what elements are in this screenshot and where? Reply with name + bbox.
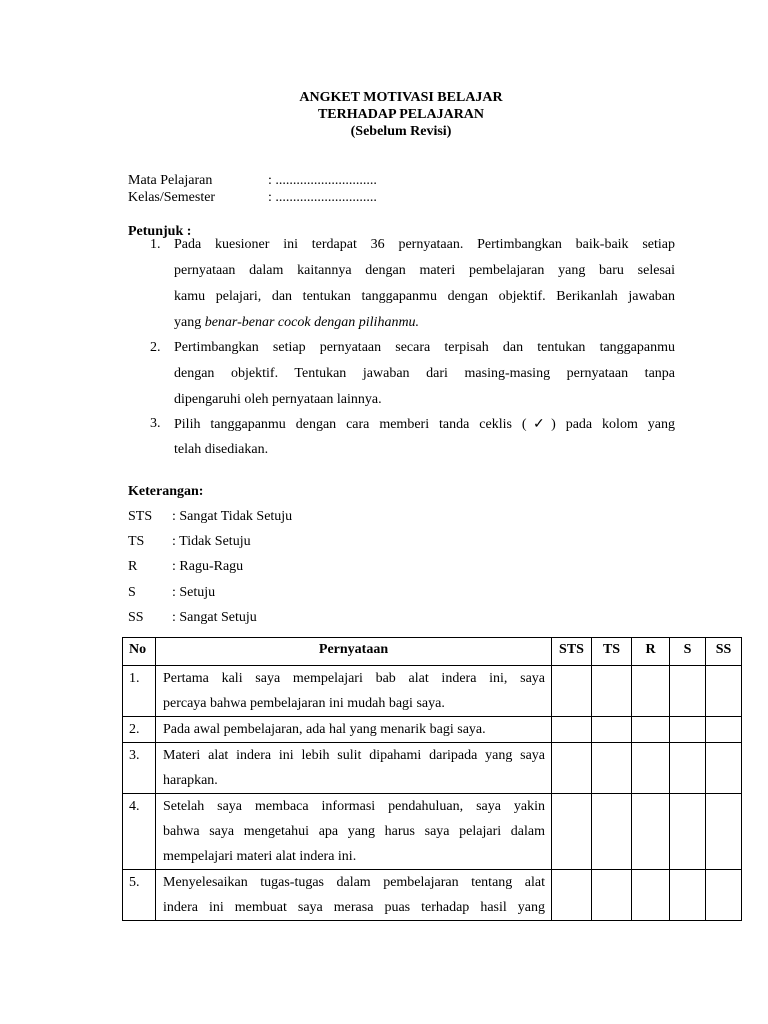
instruction-emphasis: benar-benar cocok dengan pilihanmu. xyxy=(204,315,420,330)
answer-cell-ss[interactable] xyxy=(706,717,742,743)
answer-cell-s[interactable] xyxy=(670,717,706,743)
row-number: 3. xyxy=(123,743,156,794)
statement-line: mempelajari materi alat indera ini. xyxy=(163,849,357,864)
field-label: Kelas/Semester xyxy=(128,190,216,205)
legend-desc: : Sangat Tidak Setuju xyxy=(172,509,293,524)
row-statement xyxy=(156,870,552,921)
answer-cell-sts[interactable] xyxy=(552,666,592,717)
instruction-line: Pada kuesioner ini terdapat 36 pernyataan. Pertimbangkan baik-baik setiap xyxy=(174,237,675,252)
answer-cell-s[interactable] xyxy=(670,743,706,794)
statement-line: Materi alat indera ini lebih sulit dipahami daripada yang saya xyxy=(163,748,545,763)
instruction-number: 2. xyxy=(150,340,161,355)
answer-cell-r[interactable] xyxy=(632,794,670,870)
statement-line: Pertama kali saya mempelajari bab alat indera ini, saya xyxy=(163,671,545,686)
legend-desc: : Setuju xyxy=(172,585,216,600)
statement-line: Setelah saya membaca informasi pendahuluan, saya yakin xyxy=(163,799,545,814)
table-row xyxy=(123,870,742,921)
legend-item-ts xyxy=(128,533,251,550)
answer-cell-s[interactable] xyxy=(670,794,706,870)
field-value: : ............................. xyxy=(268,190,377,205)
table-row xyxy=(123,794,742,870)
answer-cell-ss[interactable] xyxy=(706,870,742,921)
instruction-line: dipengaruhi oleh pernyataan lainnya. xyxy=(174,392,382,407)
table-header-row xyxy=(123,638,742,666)
table-row xyxy=(123,743,742,794)
answer-cell-ss[interactable] xyxy=(706,743,742,794)
statement-line: Pada awal pembelajaran, ada hal yang menarik bagi saya. xyxy=(163,722,486,737)
legend-item-s xyxy=(128,584,215,601)
field-mata-pelajaran xyxy=(128,172,377,189)
legend-abbr: STS xyxy=(128,509,153,524)
instruction-line: pernyataan dalam kaitannya dengan materi pembelajaran yang baru selesai xyxy=(174,263,675,278)
header-ss: SS xyxy=(706,638,742,666)
header-pernyataan: Pernyataan xyxy=(156,638,552,666)
statement-line: percaya bahwa pembelajaran ini mudah bagi saya. xyxy=(163,696,445,711)
keterangan-heading: Keterangan: xyxy=(128,484,204,499)
answer-cell-sts[interactable] xyxy=(552,794,592,870)
header-ts: TS xyxy=(592,638,632,666)
legend-item-r xyxy=(128,558,243,575)
answer-cell-s[interactable] xyxy=(670,666,706,717)
row-number: 5. xyxy=(123,870,156,921)
answer-cell-r[interactable] xyxy=(632,717,670,743)
field-kelas-semester xyxy=(128,189,377,206)
instruction-line: Pilih tanggapanmu dengan cara memberi tanda ceklis (✓) pada kolom yang xyxy=(174,417,675,432)
answer-cell-r[interactable] xyxy=(632,870,670,921)
answer-cell-ts[interactable] xyxy=(592,794,632,870)
legend-desc: : Tidak Setuju xyxy=(172,534,251,549)
instruction-line: dengan objektif. Tentukan jawaban dari masing-masing pernyataan tanpa xyxy=(174,366,675,381)
instruction-line: yang benar-benar cocok dengan pilihanmu. xyxy=(174,315,420,330)
instruction-line: Pertimbangkan setiap pernyataan secara terpisah dan tentukan tanggapanmu xyxy=(174,340,675,355)
field-label: Mata Pelajaran xyxy=(128,173,213,188)
legend-desc: : Ragu-Ragu xyxy=(172,559,244,574)
document-subtitle: (Sebelum Revisi) xyxy=(350,124,452,139)
header-r: R xyxy=(632,638,670,666)
legend-abbr: SS xyxy=(128,610,144,625)
document-title-line-2: TERHADAP PELAJARAN xyxy=(317,107,485,122)
row-number: 4. xyxy=(123,794,156,870)
field-value: : ............................. xyxy=(268,173,377,188)
header-sts: STS xyxy=(552,638,592,666)
statement-line: indera ini membuat saya merasa puas terhadap hasil yang xyxy=(163,900,545,915)
table-row xyxy=(123,666,742,717)
table-row xyxy=(123,717,742,743)
row-statement xyxy=(156,743,552,794)
instruction-line: kamu pelajari, dan tentukan tanggapanmu dengan objektif. Berikanlah jawaban xyxy=(174,289,675,304)
answer-cell-r[interactable] xyxy=(632,743,670,794)
header-no: No xyxy=(123,638,156,666)
answer-cell-ts[interactable] xyxy=(592,717,632,743)
answer-cell-s[interactable] xyxy=(670,870,706,921)
instruction-number: 3. xyxy=(150,416,161,431)
statement-line: harapkan. xyxy=(163,773,218,788)
answer-cell-ss[interactable] xyxy=(706,794,742,870)
legend-abbr: R xyxy=(128,559,138,574)
answer-cell-r[interactable] xyxy=(632,666,670,717)
answer-cell-sts[interactable] xyxy=(552,870,592,921)
row-number: 2. xyxy=(123,717,156,743)
legend-desc: : Sangat Setuju xyxy=(172,610,257,625)
legend-abbr: TS xyxy=(128,534,145,549)
row-number: 1. xyxy=(123,666,156,717)
answer-cell-ts[interactable] xyxy=(592,870,632,921)
row-statement xyxy=(156,794,552,870)
statement-line: Menyelesaikan tugas-tugas dalam pembelajaran tentang alat xyxy=(163,875,545,890)
questionnaire-table xyxy=(122,637,742,921)
instruction-number: 1. xyxy=(150,237,161,252)
answer-cell-sts[interactable] xyxy=(552,743,592,794)
legend-abbr: S xyxy=(128,585,136,600)
row-statement xyxy=(156,717,552,743)
document-title-line-1: ANGKET MOTIVASI BELAJAR xyxy=(299,90,503,105)
instruction-line: telah disediakan. xyxy=(174,442,269,457)
answer-cell-ss[interactable] xyxy=(706,666,742,717)
answer-cell-sts[interactable] xyxy=(552,717,592,743)
header-s: S xyxy=(670,638,706,666)
legend-item-sts xyxy=(128,508,292,525)
answer-cell-ts[interactable] xyxy=(592,743,632,794)
petunjuk-heading: Petunjuk : xyxy=(128,224,192,239)
legend-item-ss xyxy=(128,609,257,626)
statement-line: bahwa saya mengetahui apa yang harus saya pelajari dalam xyxy=(163,824,545,839)
answer-cell-ts[interactable] xyxy=(592,666,632,717)
row-statement xyxy=(156,666,552,717)
